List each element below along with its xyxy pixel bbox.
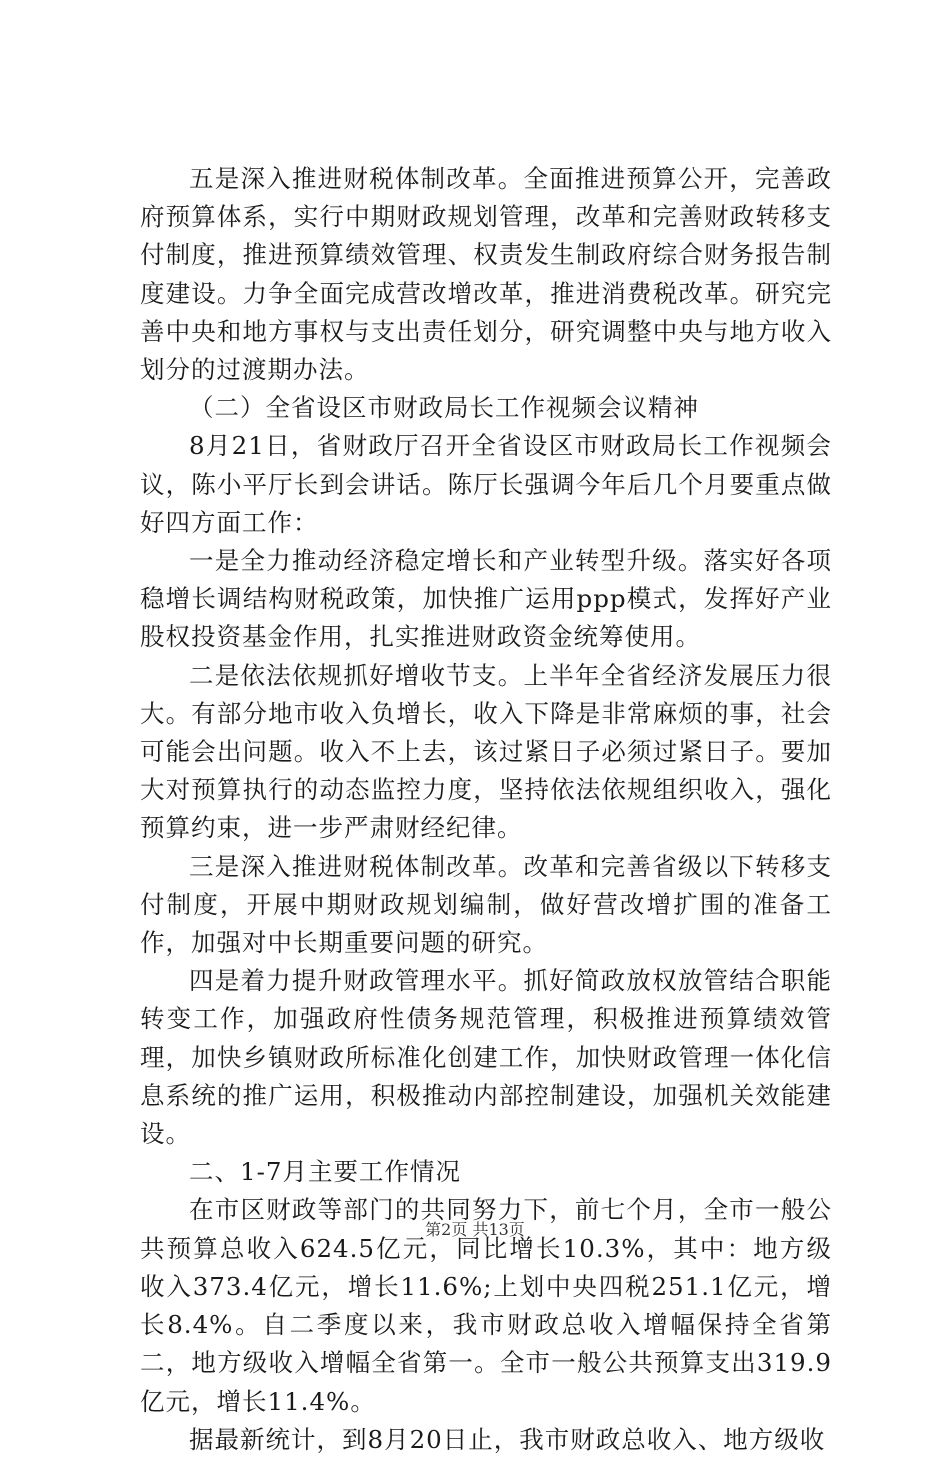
paragraph-reform-five: 五是深入推进财税体制改革。全面推进预算公开，完善政府预算体系，实行中期财政规划管理，改革和完善财政转移支付制度，推进预算绩效管理、权责发生制政府综合财务报告制度建设。力争全面完成营改增改革，推进消费税改革。研究完善中央和地方事权与支出责任划分，研究调整中央与地方收入划分的过渡期办法。 [140, 164, 832, 385]
paragraph-point-four: 四是着力提升财政管理水平。抓好简政放权放管结合职能转变工作，加强政府性债务规范管理，积极推进预算绩效管理，加快乡镇财政所标准化创建工作，加快财政管理一体化信息系统的推广运用，积极推动内部控制建设，加强机关效能建设。 [140, 966, 832, 1149]
section-heading-meeting: （二）全省设区市财政局长工作视频会议精神 [189, 393, 699, 423]
page-number-footer: 第2页 共13页 [425, 1220, 525, 1239]
paragraph-point-two: 二是依法依规抓好增收节支。上半年全省经济发展压力很大。有部分地市收入负增长，收入下降是非常麻烦的事，社会可能会出问题。收入不上去，该过紧日子必须过紧日子。要加大对预算执行的动态监控力度，坚持依法依规组织收入，强化预算约束，进一步严肃财经纪律。 [140, 660, 832, 843]
paragraph-latest-stats: 据最新统计，到8月20日止，我市财政总收入、地方级收 [189, 1424, 826, 1454]
paragraph-point-three: 三是深入推进财税体制改革。改革和完善省级以下转移支付制度，开展中期财政规划编制，做好营改增扩围的准备工作，加强对中长期重要问题的研究。 [140, 851, 832, 958]
section-heading-work-summary: 二、1-7月主要工作情况 [189, 1157, 461, 1187]
document-body [140, 160, 832, 1459]
paragraph-revenue-summary: 在市区财政等部门的共同努力下，前七个月，全市一般公共预算总收入624.5亿元，同比增长10.3%，其中：地方级收入373.4亿元，增长11.6%;上划中央四税251.1亿元，增长8.4%。自二季度以来，我市财政总收入增幅保持全省第二，地方级收入增幅全省第一。全市一般公共预算支出319.9亿元，增长11.4%。 [140, 1195, 832, 1416]
paragraph-point-one: 一是全力推动经济稳定增长和产业转型升级。落实好各项稳增长调结构财税政策，加快推广运用ppp模式，发挥好产业股权投资基金作用，扎实推进财政资金统筹使用。 [140, 546, 832, 652]
paragraph-meeting-intro: 8月21日，省财政厅召开全省设区市财政局长工作视频会议，陈小平厅长到会讲话。陈厅长强调今年后几个月要重点做好四方面工作： [140, 431, 832, 537]
